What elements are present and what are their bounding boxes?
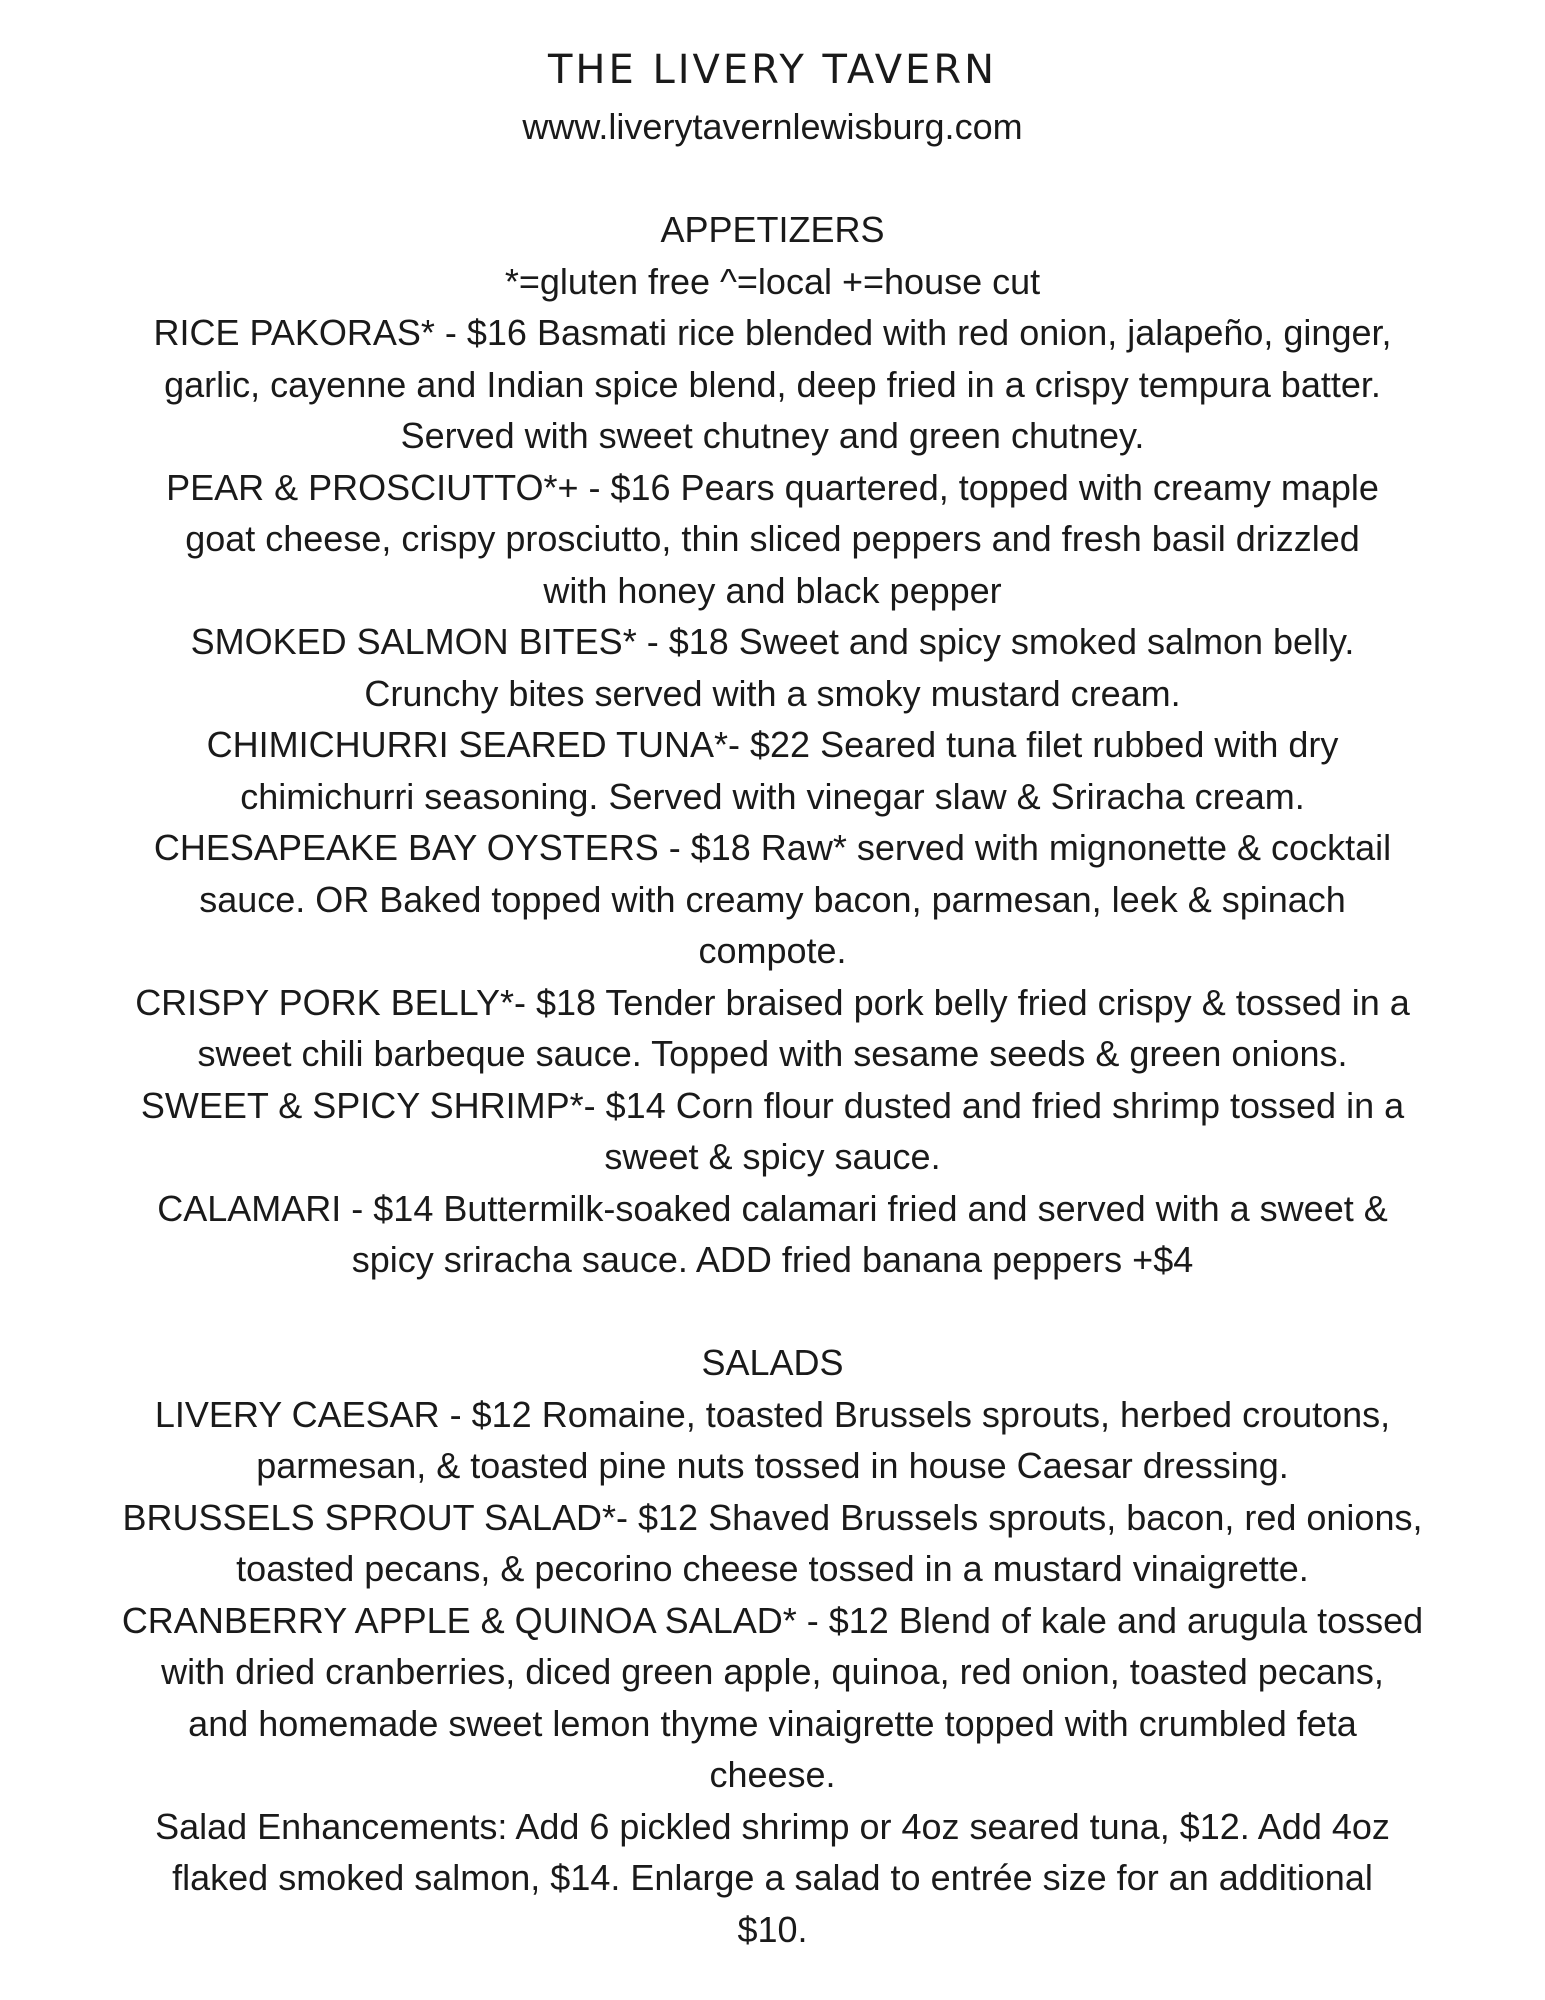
spacer — [78, 1286, 1467, 1338]
menu-line: with dried cranberries, diced green apple, quinoa, red onion, toasted pecans, — [161, 1651, 1384, 1692]
salad-list — [78, 1389, 1467, 1956]
menu-line: sauce. OR Baked topped with creamy bacon, parmesan, leek & spinach — [199, 878, 1346, 920]
menu-line: LIVERY CAESAR - $12 Romaine, toasted Brussels sprouts, herbed croutons, — [154, 1393, 1391, 1435]
appetizers-section — [78, 204, 1467, 1286]
menu-line: garlic, cayenne and Indian spice blend, deep fried in a crispy tempura batter. — [164, 363, 1381, 405]
restaurant-title: THE LIVERY TAVERN — [547, 47, 998, 93]
menu-line: BRUSSELS SPROUT SALAD*- $12 Shaved Brussels sprouts, bacon, red onions, — [122, 1496, 1423, 1538]
menu-line: SWEET & SPICY SHRIMP*- $14 Corn flour dusted and fried shrimp tossed in a — [140, 1084, 1405, 1126]
menu-line: and homemade sweet lemon thyme vinaigrette topped with crumbled feta — [188, 1702, 1357, 1744]
menu-line: cheese. — [709, 1754, 836, 1795]
appetizer-list — [78, 307, 1467, 1286]
menu-line: CHESAPEAKE BAY OYSTERS - $18 Raw* served with mignonette & cocktail — [153, 827, 1392, 868]
menu-line: chimichurri seasoning. Served with vinegar slaw & Sriracha cream. — [240, 775, 1305, 817]
menu-line: CALAMARI - $14 Buttermilk-soaked calamari fried and served with a sweet & — [157, 1187, 1388, 1229]
menu-line: PEAR & PROSCIUTTO*+ - $16 Pears quartered, topped with creamy maple — [166, 466, 1379, 508]
menu-line: with honey and black pepper — [543, 569, 1002, 611]
menu-line: sweet & spicy sauce. — [604, 1136, 941, 1177]
menu-line: CHIMICHURRI SEARED TUNA*- $22 Seared tuna filet rubbed with dry — [206, 724, 1339, 765]
menu-line: Served with sweet chutney and green chutney. — [400, 415, 1145, 456]
menu-line: compote. — [698, 930, 847, 971]
menu-line: spicy sriracha sauce. ADD fried banana peppers +$4 — [351, 1239, 1194, 1280]
menu-line: CRISPY PORK BELLY*- $18 Tender braised pork belly fried crispy & tossed in a — [135, 981, 1410, 1023]
menu-line: flaked smoked salmon, $14. Enlarge a salad to entrée size for an additional — [172, 1857, 1373, 1898]
menu-line: Salad Enhancements: Add 6 pickled shrimp or 4oz seared tuna, $12. Add 4oz — [155, 1805, 1390, 1847]
menu-line: $10. — [737, 1908, 808, 1950]
spacer — [78, 156, 1467, 204]
menu-line: toasted pecans, & pecorino cheese tossed in a mustard vinaigrette. — [236, 1548, 1309, 1589]
menu-line: RICE PAKORAS* - $16 Basmati rice blended with red onion, jalapeño, ginger, — [153, 312, 1392, 353]
salads-section — [78, 1337, 1467, 1955]
menu-line: parmesan, & toasted pine nuts tossed in house Caesar dressing. — [256, 1445, 1289, 1486]
salads-heading: SALADS — [701, 1342, 844, 1383]
menu-line: SMOKED SALMON BITES* - $18 Sweet and spicy smoked salmon belly. — [190, 621, 1355, 662]
website-url[interactable]: www.liverytavernlewisburg.com — [522, 106, 1023, 147]
menu-line: CRANBERRY APPLE & QUINOA SALAD* - $12 Blend of kale and arugula tossed — [121, 1599, 1424, 1641]
dietary-legend: *=gluten free ^=local +=house cut — [504, 260, 1041, 302]
menu-line: sweet chili barbeque sauce. Topped with sesame seeds & green onions. — [197, 1033, 1348, 1074]
appetizers-heading: APPETIZERS — [660, 209, 885, 250]
menu-line: Crunchy bites served with a smoky mustard cream. — [364, 672, 1181, 714]
menu-line: goat cheese, crispy prosciutto, thin sliced peppers and fresh basil drizzled — [185, 518, 1360, 559]
